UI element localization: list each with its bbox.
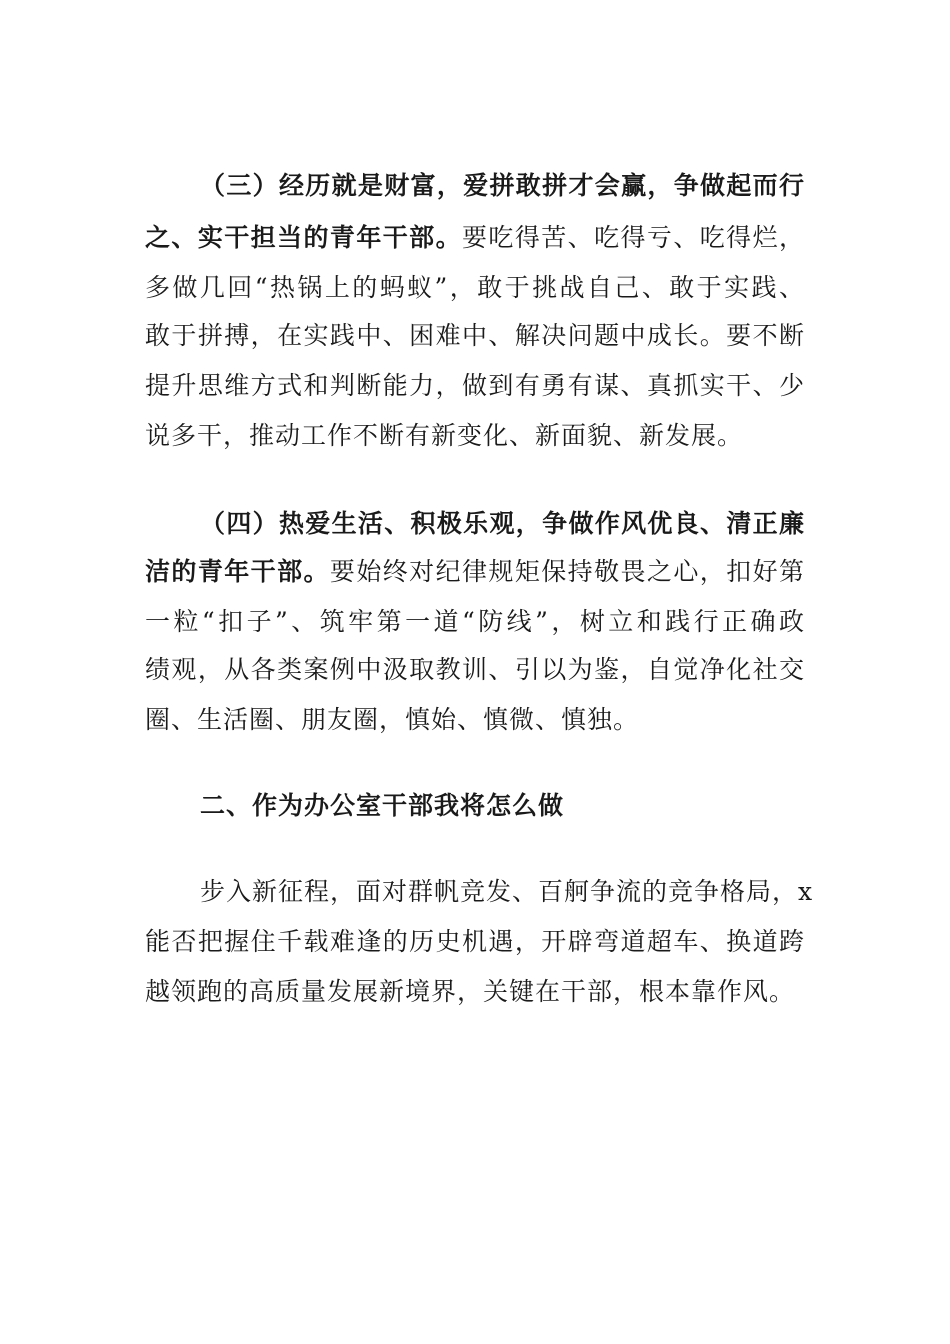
section3-heading-line1: （三）经历就是财富，爱拼敢拼才会赢，争做起而行 [200,171,805,200]
section4-heading-line2: 洁的青年干部。 [145,557,330,586]
section-heading-2: 二、作为办公室干部我将怎么做 [200,791,565,820]
section4-heading-line1: （四）热爱生活、积极乐观，争做作风优良、清正廉 [200,509,805,538]
section4-line2-text: 要始终对纪律规矩保持敬畏之心，扣好第 [329,557,805,586]
section3-line6: 说多干，推动工作不断有新变化、新面貌、新发展。 [145,421,744,450]
section3-heading-line2: 之、实干担当的青年干部。 [145,223,462,252]
para-new-line3: 越领跑的高质量发展新境界，关键在干部，根本靠作风。 [145,977,796,1006]
section4-line2 [145,546,805,598]
section4-line3: 一粒“扣子”、筑牢第一道“防线”，树立和践行正确政 [145,607,805,636]
section3-line2-text: 要吃得苦、吃得亏、吃得烂， [462,223,805,252]
section3-line3: 多做几回“热锅上的蚂蚁”，敢于挑战自己、敢于实践、 [145,273,805,302]
para-new-line1: 步入新征程，面对群帆竞发、百舸争流的竞争格局，x [200,877,814,906]
section3-line2 [145,212,805,264]
section3-line5: 提升思维方式和判断能力，做到有勇有谋、真抓实干、少 [145,371,805,400]
section4-line4: 绩观，从各类案例中汲取教训、引以为鉴，自觉净化社交 [145,655,805,684]
section3-line4: 敢于拼搏，在实践中、困难中、解决问题中成长。要不断 [145,321,805,350]
para-new-line2: 能否把握住千载难逢的历史机遇，开辟弯道超车、换道跨 [145,927,805,956]
section4-line5: 圈、生活圈、朋友圈，慎始、慎微、慎独。 [145,705,640,734]
